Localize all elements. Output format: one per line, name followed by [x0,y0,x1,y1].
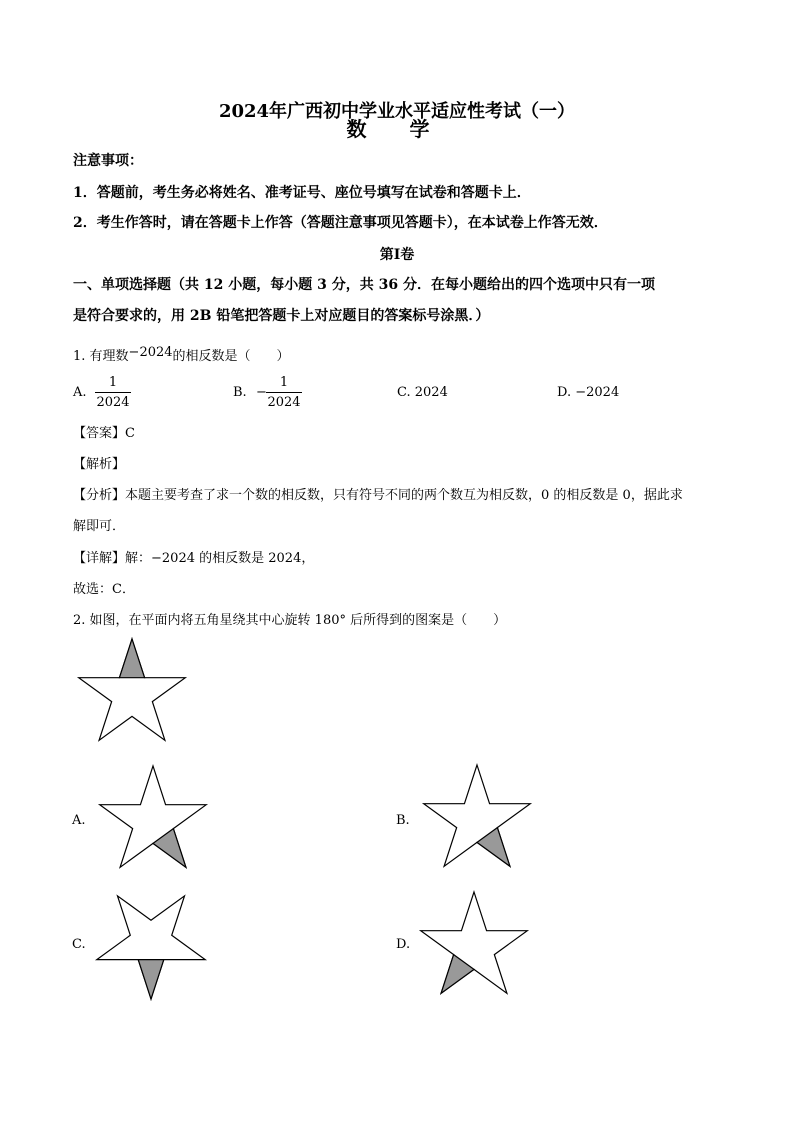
volume-label: 第Ⅰ卷 [379,247,415,263]
answer-value: C [125,426,135,441]
q1-option-d [557,385,619,400]
notice-item-1: 1．答题前，考生务必将姓名、准考证号、座位号填写在试卷和答题卡上． [73,185,531,201]
q2-option-a-star [96,764,210,872]
q1-option-b-numerator: 1 [279,375,289,390]
section-instruction-line-1: 一、单项选择题（共 12 小题，每小题 3 分，共 36 分．在每小题给出的四个选项中只有一项 [73,277,655,293]
shaded-star-tip [138,960,164,999]
subject-title: 数 学 [346,117,448,141]
q1-option-d-letter: D. [557,385,572,400]
q1-option-b-letter: B. [233,385,247,400]
star-outline [424,765,531,866]
q1-stem-suffix: 的相反数是（ ） [172,349,290,364]
fraction-bar [266,392,302,393]
star-outline [421,892,528,993]
analysis-tag: 【解析】 [73,457,126,472]
q1-fenxi-line-1 [73,484,683,503]
fenxi-tag: 【分析】 [73,488,126,503]
q1-option-c-value: 2024 [414,385,448,400]
q2-option-d-letter: D. [396,937,411,952]
q1-option-c [397,385,448,400]
q1-option-a-denominator: 2024 [96,395,130,410]
q1-option-a-numerator: 1 [108,375,118,390]
original-star-figure [76,638,188,746]
q1-option-c-letter: C. [397,385,411,400]
notice-item-2: 2．考生作答时，请在答题卡上作答（答题注意事项见答题卡），在本试卷上作答无效． [73,215,608,231]
q1-option-b-fraction [266,375,302,410]
q1-fenxi-line-2: 解即可． [73,519,126,534]
q1-option-b-denominator: 2024 [267,395,301,410]
q2-option-c-star [93,888,209,1000]
q1-stem-prefix: 1. 有理数 [73,349,129,364]
q1-detail [73,547,314,566]
detail-text: 解：−2024 的相反数是 2024， [125,551,315,566]
q1-option-d-value: −2024 [575,385,620,400]
q1-option-a-letter: A. [73,385,87,400]
fenxi-text: 本题主要考查了求一个数的相反数，只有符号不同的两个数互为相反数，0 的相反数是 0，据此求 [125,488,683,503]
q1-conclusion: 故选：C． [73,582,135,597]
q2-option-d-star [417,890,531,998]
q1-option-a-fraction [95,375,131,410]
notice-heading: 注意事项： [73,153,143,169]
section-instruction-line-2: 是符合要求的，用 2B 铅笔把答题卡上对应题目的答案标号涂黑．） [73,308,490,324]
detail-tag: 【详解】 [73,551,126,566]
q1-stem [73,345,290,364]
q2-option-b-star [420,763,534,871]
q2-option-a-letter: A. [72,813,86,828]
answer-tag: 【答案】 [73,426,126,441]
q2-option-c-letter: C. [72,937,86,952]
q2-option-b-letter: B. [396,813,410,828]
q1-option-b-sign: − [256,385,267,400]
star-outline [100,766,207,867]
q1-answer [73,422,135,441]
q1-stem-number: −2024 [128,345,173,360]
q2-stem: 2. 如图，在平面内将五角星绕其中心旋转 180° 后所得到的图案是（ ） [73,613,507,628]
fraction-bar [95,392,131,393]
exam-title: 2024年广西初中学业水平适应性考试（一） [218,101,576,122]
shaded-star-tip [119,639,144,678]
